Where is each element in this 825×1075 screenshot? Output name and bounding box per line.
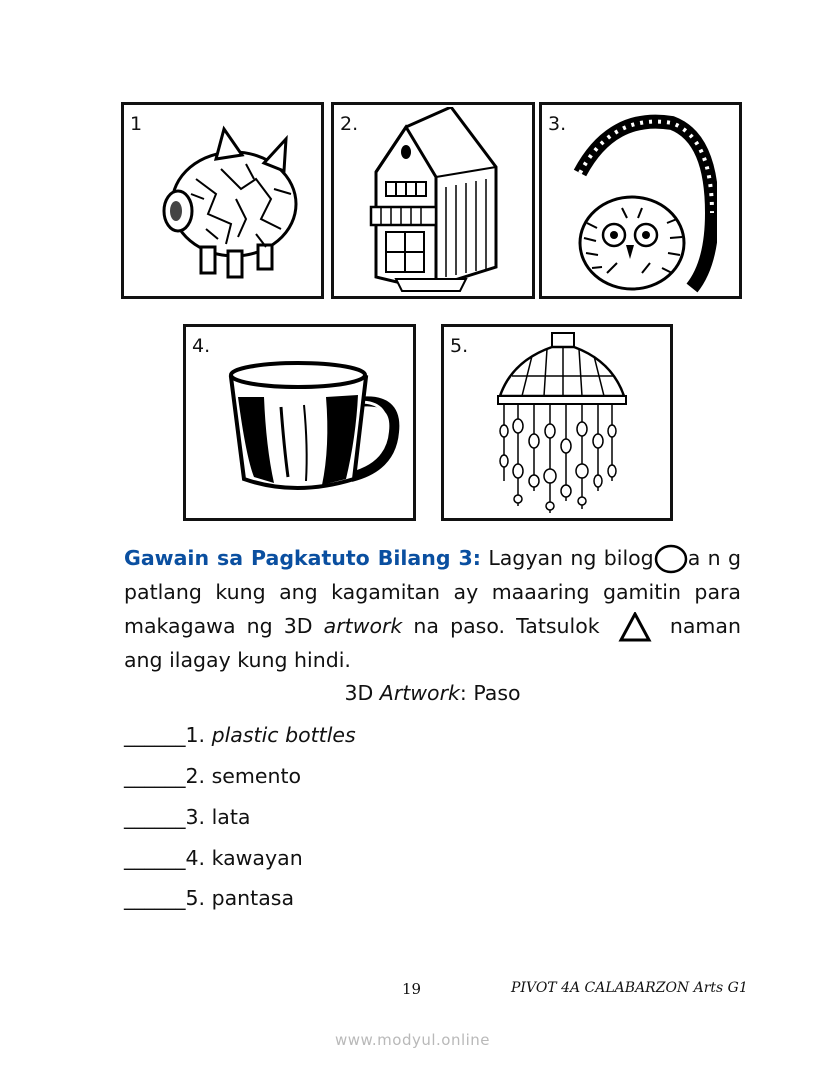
instruction-text-2: a n g patlang kung ang kagamitan ay maaaring gamitin para makagawa ng 3D [124,546,741,638]
item-number: 1. [185,723,206,747]
cup-icon [226,357,401,499]
item-label: kawayan [211,846,303,870]
wind-chime-icon [492,331,632,521]
item-number: 5. [185,886,206,910]
picture-number: 1 [130,113,143,135]
picture-box-1 [121,102,324,299]
watermark: www.modyul.online [334,1031,491,1049]
picture-box-3 [539,102,742,299]
artwork-word: artwork [323,614,403,638]
picture-number: 2. [340,113,359,135]
item-label: pantasa [211,886,295,910]
answer-blank[interactable]: ______ [124,886,186,910]
activity-instructions [124,541,741,677]
piggy-bank-icon [146,119,306,284]
picture-box-4 [183,324,416,521]
answer-blank[interactable]: ______ [124,805,186,829]
activity-heading: Gawain sa Pagkatuto Bilang 3: [124,546,481,570]
answer-blank[interactable]: ______ [124,846,186,870]
picture-box-2 [331,102,535,299]
list-item [124,886,294,910]
title-prefix: 3D [344,681,374,705]
list-item [124,764,301,788]
paper-house-icon [356,107,506,295]
list-item [124,846,303,870]
instruction-text-1: Lagyan ng bilog [488,546,654,570]
circle-icon [654,544,688,574]
item-number: 2. [185,764,206,788]
list-item [124,723,356,747]
title-suffix: : Paso [459,681,521,705]
item-label: semento [211,764,302,788]
triangle-icon [611,612,659,642]
page-number: 19 [402,980,422,998]
picture-number: 3. [548,113,567,135]
item-label: plastic bottles [211,723,356,747]
answer-blank[interactable]: ______ [124,723,186,747]
footer-reference: PIVOT 4A CALABARZON Arts G1 [511,980,748,996]
instruction-text-4: naman ang ilagay kung hindi. [124,614,741,672]
item-number: 4. [185,846,206,870]
title-italic: Artwork [379,681,460,705]
owl-nest-icon [572,113,717,293]
picture-number: 5. [450,335,469,357]
section-title [124,681,741,705]
list-item [124,805,250,829]
item-label: lata [211,805,251,829]
picture-number: 4. [192,335,211,357]
answer-blank[interactable]: ______ [124,764,186,788]
instruction-text-3: na paso. Tatsulok [413,614,600,638]
item-number: 3. [185,805,206,829]
picture-box-5 [441,324,673,521]
